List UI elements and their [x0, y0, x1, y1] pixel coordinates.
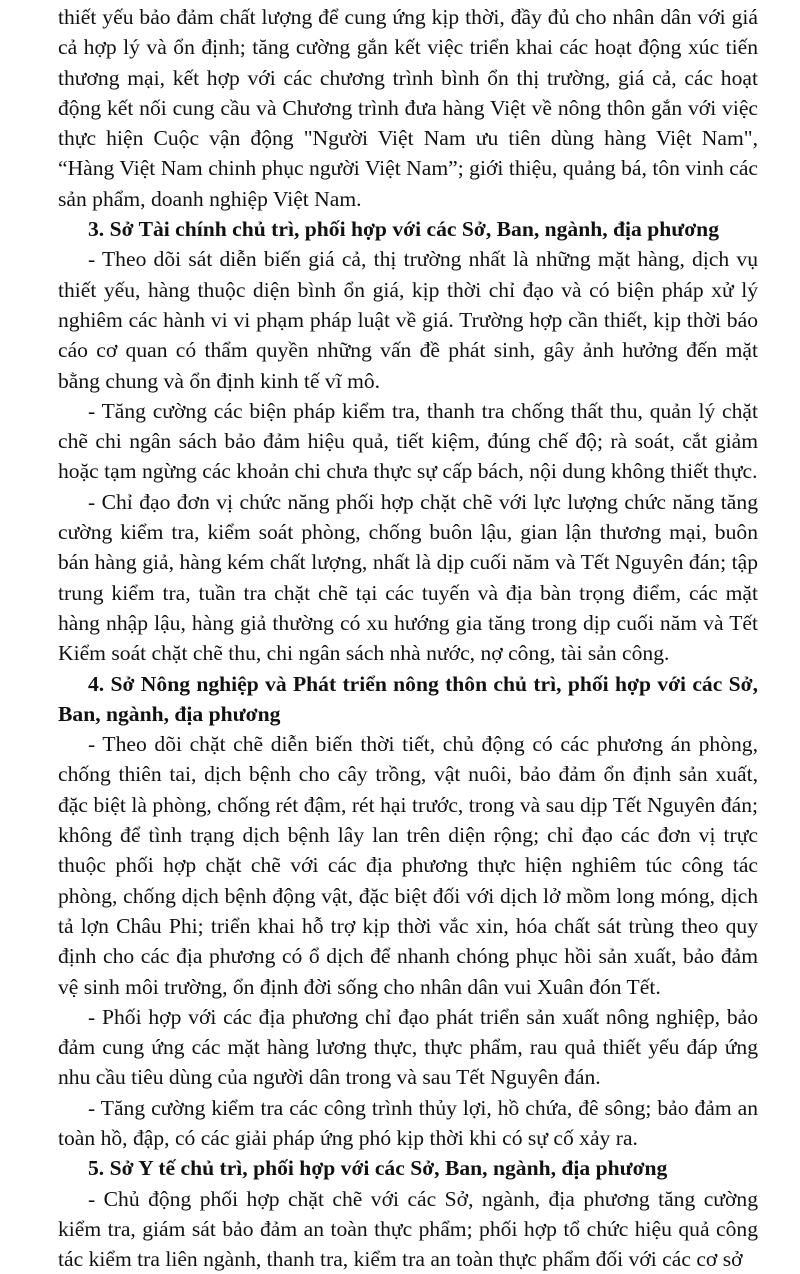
- paragraph-budget-inspection: - Tăng cường các biện pháp kiểm tra, thanh tra chống thất thu, quản lý chặt chẽ chi ngân sách bảo đảm hiệu quả, tiết kiệm, đúng chế độ; rà soát, cắt giảm hoặc tạm ngừng các khoản chi chưa thực sự cấp bách, nội dung không thiết thực.: [58, 398, 758, 484]
- section-heading-finance: 3. Sở Tài chính chủ trì, phối hợp với các Sở, Ban, ngành, địa phương: [88, 217, 719, 242]
- paragraph-anti-smuggling: - Chỉ đạo đơn vị chức năng phối hợp chặt chẽ với lực lượng chức năng tăng cường kiểm tra, kiểm soát phòng, chống buôn lậu, gian lận thương mại, buôn bán hàng giả, hàng kém chất lượng, nhất là dịp cuối năm và Tết Nguyên đán; tập trung kiểm tra, tuần tra chặt chẽ tại các tuyến và địa bàn trọng điểm, các mặt hàng nhập lậu, hàng giả thường có xu hướng gia tăng trong dịp cuối năm và Tết Kiểm soát chặt chẽ thu, chi ngân sách nhà nước, nợ công, tài sản công.: [58, 489, 758, 666]
- section-heading-health: 5. Sở Y tế chủ trì, phối hợp với các Sở, Ban, ngành, địa phương: [88, 1156, 668, 1181]
- section-heading-agriculture: 4. Sở Nông nghiệp và Phát triển nông thôn chủ trì, phối hợp với các Sở, Ban, ngành, địa phương: [58, 671, 758, 726]
- paragraph-price-monitoring: - Theo dõi sát diễn biến giá cả, thị trường nhất là những mặt hàng, dịch vụ thiết yếu, hàng thuộc diện bình ổn giá, kịp thời chỉ đạo và có biện pháp xử lý nghiêm các hành vi vi phạm pháp luật về giá. Trường hợp cần thiết, kịp thời báo cáo cơ quan có thẩm quyền những vấn đề phát sinh, gây ảnh hưởng đến mặt bằng chung và ổn định kinh tế vĩ mô.: [58, 247, 758, 393]
- paragraph-food-safety: - Chủ động phối hợp chặt chẽ với các Sở, ngành, địa phương tăng cường kiểm tra, giám sát bảo đảm an toàn thực phẩm; phối hợp tổ chức hiệu quả công tác kiểm tra liên ngành, thanh tra, kiểm tra an toàn thực phẩm đối với các cơ sở: [58, 1186, 758, 1272]
- paragraph-goods-supply: thiết yếu bảo đảm chất lượng để cung ứng kịp thời, đầy đủ cho nhân dân với giá cả hợp lý và ổn định; tăng cường gắn kết việc triển khai các hoạt động xúc tiến thương mại, kết hợp với các chương trình bình ổn thị trường, giá cả, các hoạt động kết nối cung cầu và Chương trình đưa hàng Việt về nông thôn gắn với việc thực hiện Cuộc vận động "Người Việt Nam ưu tiên dùng hàng Việt Nam", “Hàng Việt Nam chinh phục người Việt Nam”; giới thiệu, quảng bá, tôn vinh các sản phẩm, doanh nghiệp Việt Nam.: [58, 5, 758, 211]
- paragraph-agri-production: - Phối hợp với các địa phương chỉ đạo phát triển sản xuất nông nghiệp, bảo đảm cung ứng các mặt hàng lương thực, thực phẩm, rau quả thiết yếu đáp ứng nhu cầu tiêu dùng của người dân trong và sau Tết Nguyên đán.: [58, 1004, 758, 1090]
- paragraph-irrigation-safety: - Tăng cường kiểm tra các công trình thủy lợi, hồ chứa, đê sông; bảo đảm an toàn hồ, đập, có các giải pháp ứng phó kịp thời khi có sự cố xảy ra.: [58, 1095, 758, 1150]
- paragraph-weather-disease: - Theo dõi chặt chẽ diễn biến thời tiết, chủ động có các phương án phòng, chống thiên tai, dịch bệnh cho cây trồng, vật nuôi, bảo đảm ổn định sản xuất, đặc biệt là phòng, chống rét đậm, rét hại trước, trong và sau dịp Tết Nguyên đán; không để tình trạng dịch bệnh lây lan trên diện rộng; chỉ đạo các đơn vị trực thuộc phối hợp chặt chẽ với các địa phương thực hiện nghiêm túc công tác phòng, chống dịch bệnh động vật, đặc biệt đối với dịch lở mồm long móng, dịch tả lợn Châu Phi; triển khai hỗ trợ kịp thời vắc xin, hóa chất sát trùng theo quy định cho các địa phương có ổ dịch để nhanh chóng phục hồi sản xuất, bảo đảm vệ sinh môi trường, ổn định đời sống cho nhân dân vui Xuân đón Tết.: [58, 732, 758, 999]
